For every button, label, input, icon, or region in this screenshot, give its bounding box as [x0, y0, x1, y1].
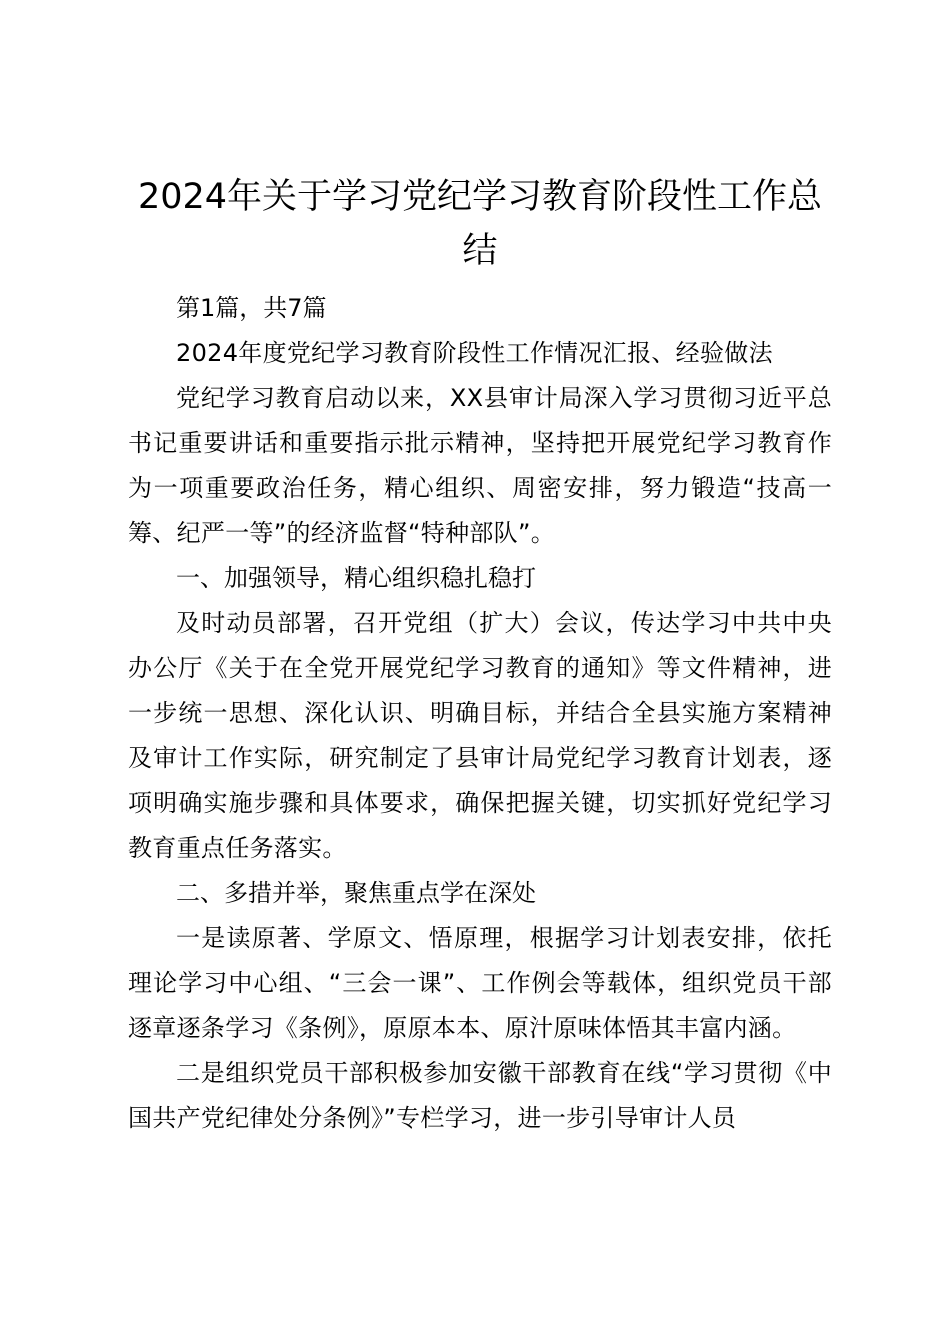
report-heading: 2024年度党纪学习教育阶段性工作情况汇报、经验做法 [176, 339, 773, 367]
section-heading-2: 二、多措并举，聚焦重点学在深处 [176, 879, 536, 907]
document-title: 2024年关于学习党纪学习教育阶段性工作总结 [137, 177, 823, 271]
section-1-paragraph: 及时动员部署，召开党组（扩大）会议，传达学习中共中央办公厅《关于在全党开展党纪学习教育的通知》等文件精神，进一步统一思想、深化认识、明确目标，并结合全县实施方案精神及审计工作实际，研究制定了县审计局党纪学习教育计划表，逐项明确实施步骤和具体要求，确保把握关键，切实抓好党纪学习教育重点任务落实。 [128, 609, 832, 862]
section-heading-1: 一、加强领导，精心组织稳扎稳打 [176, 564, 536, 592]
document-page [128, 170, 832, 1141]
section-2-paragraph-2: 二是组织党员干部积极参加安徽干部教育在线“学习贯彻《中国共产党纪律处分条例》”专栏学习，进一步引导审计人员 [128, 1059, 832, 1132]
section-2-paragraph-1: 一是读原著、学原文、悟原理，根据学习计划表安排，依托理论学习中心组、“三会一课”、工作例会等载体，组织党员干部逐章逐条学习《条例》，原原本本、原汁原味体悟其丰富内涵。 [128, 924, 832, 1042]
article-counter: 第1篇，共7篇 [176, 294, 327, 322]
intro-paragraph: 党纪学习教育启动以来，XX县审计局深入学习贯彻习近平总书记重要讲话和重要指示批示精神，坚持把开展党纪学习教育作为一项重要政治任务，精心组织、周密安排，努力锻造“技高一筹、纪严一等”的经济监督“特种部队”。 [128, 384, 832, 547]
